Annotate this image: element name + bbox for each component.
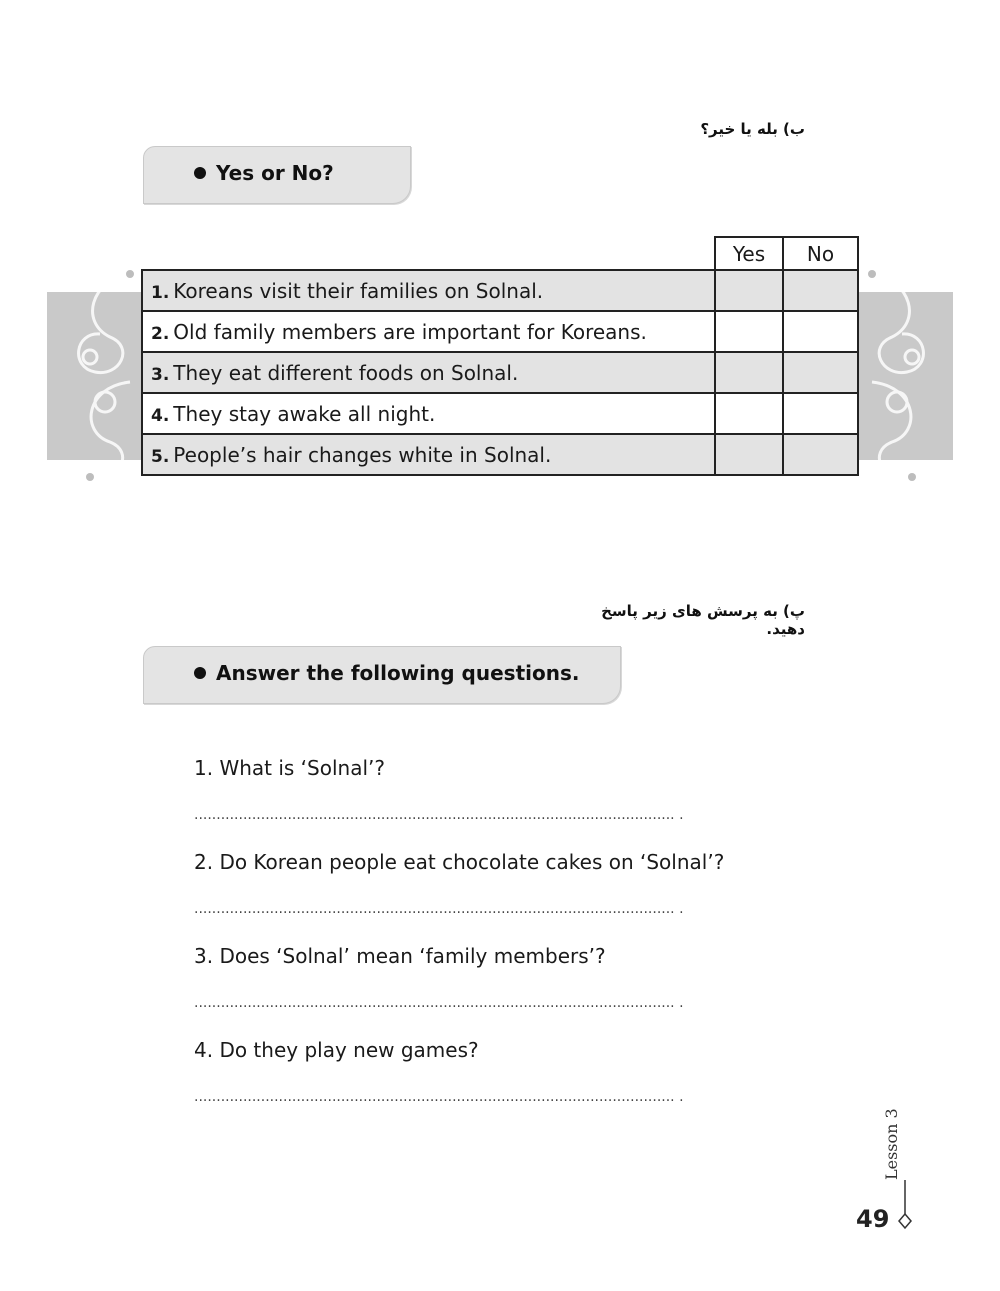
question-1: 1. What is ‘Solnal’?: [194, 756, 385, 780]
persian-heading-answer: پ) به پرسش هاى زير پاسخ دهيد.: [601, 602, 805, 638]
statement-cell: 4. They stay awake all night.: [142, 393, 715, 434]
answer-line-1[interactable]: ............................................................................................................ .: [194, 807, 684, 823]
header-no: No: [783, 237, 858, 270]
persian-heading-yes-no: ب) بله يا خير؟: [700, 120, 805, 138]
bullet-icon: [194, 167, 206, 179]
answer-section-tab: [143, 646, 621, 704]
table-row: [142, 352, 858, 393]
floral-ornament-right-icon: [857, 262, 942, 497]
table-row: [142, 393, 858, 434]
yes-checkbox[interactable]: [715, 434, 783, 475]
no-checkbox[interactable]: [783, 434, 858, 475]
statement-cell: 3. They eat different foods on Solnal.: [142, 352, 715, 393]
table-row: [142, 434, 858, 475]
page-marker-icon: [896, 1180, 918, 1232]
yes-checkbox[interactable]: [715, 270, 783, 311]
no-checkbox[interactable]: [783, 270, 858, 311]
yes-no-table: [141, 236, 857, 476]
answer-line-2[interactable]: ............................................................................................................ .: [194, 901, 684, 917]
answer-line-4[interactable]: ............................................................................................................ .: [194, 1089, 684, 1105]
yes-checkbox[interactable]: [715, 352, 783, 393]
yes-no-section-tab: [143, 146, 411, 204]
no-checkbox[interactable]: [783, 352, 858, 393]
table-row: [142, 270, 858, 311]
answer-line-3[interactable]: ............................................................................................................ .: [194, 995, 684, 1011]
table-row: [142, 311, 858, 352]
page-number: 49: [856, 1205, 890, 1233]
question-list: [194, 750, 794, 1126]
question-2: 2. Do Korean people eat chocolate cakes on ‘Solnal’?: [194, 850, 725, 874]
statement-cell: 1. Koreans visit their families on Solnal.: [142, 270, 715, 311]
statement-cell: 5. People’s hair changes white in Solnal.: [142, 434, 715, 475]
question-3: 3. Does ‘Solnal’ mean ‘family members’?: [194, 944, 606, 968]
question-4: 4. Do they play new games?: [194, 1038, 479, 1062]
yes-checkbox[interactable]: [715, 311, 783, 352]
yes-no-title: Yes or No?: [216, 161, 334, 185]
no-checkbox[interactable]: [783, 311, 858, 352]
bullet-icon: [194, 667, 206, 679]
floral-ornament-left-icon: [60, 262, 145, 497]
header-yes: Yes: [715, 237, 783, 270]
no-checkbox[interactable]: [783, 393, 858, 434]
lesson-label: Lesson 3: [882, 1108, 901, 1180]
statement-cell: 2. Old family members are important for Koreans.: [142, 311, 715, 352]
answer-title: Answer the following questions.: [216, 661, 580, 685]
yes-checkbox[interactable]: [715, 393, 783, 434]
